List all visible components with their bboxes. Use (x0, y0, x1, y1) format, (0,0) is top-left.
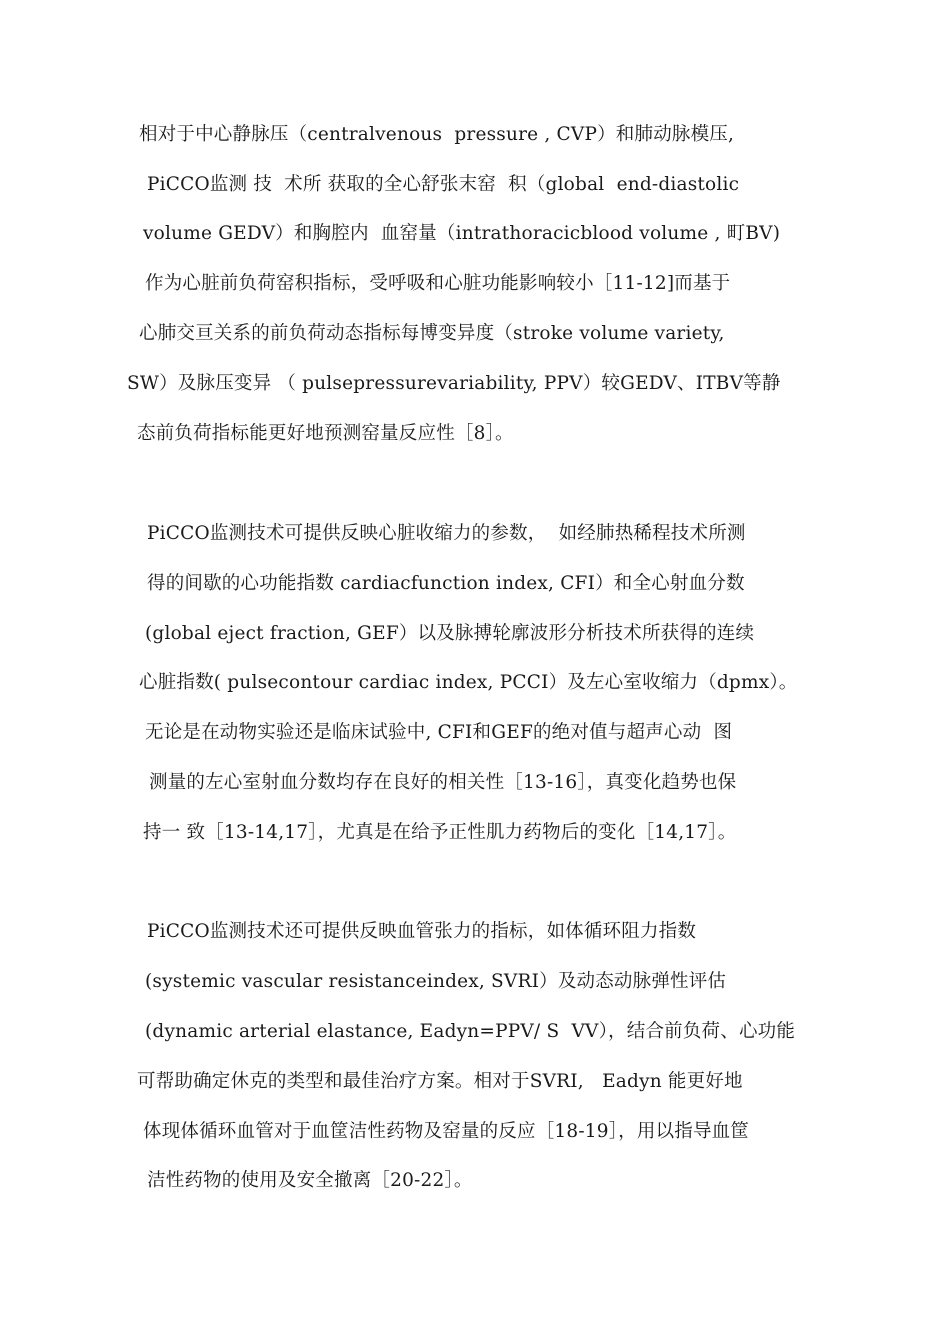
paragraph-line: 作为心脏前负荷窑积指标，受呼吸和心脏功能影响较小［11-12]而基于 (145, 273, 731, 294)
paragraph-line: 态前负荷指标能更好地预测窑量反应性［8］。 (137, 423, 514, 444)
paragraph-line: PiCCO监测技术还可提供反映血管张力的指标，如体循环阻力指数 (147, 921, 697, 942)
paragraph-line: (dynamic arterial elastance, Eadyn=PPV/ S VV），结合前负荷、心功能 (145, 1021, 796, 1042)
paragraph-line: 心脏指数( pulsecontour cardiac index, PCCI）及左心室收缩力（dpmx）。 (139, 672, 798, 693)
paragraph-line: (global eject fraction, GEF）以及脉搏轮廓波形分析技术所获得的连续 (145, 623, 755, 644)
paragraph-line: 测量的左心室射血分数均存在良好的相关性［13-16］，真变化趋势也保 (149, 772, 737, 793)
paragraph-line: SW）及脉压变异 （ pulsepressurevariability, PPV）较GEDV、ITBV等静 (127, 373, 781, 394)
paragraph-line: 体现体循环血管对于血筐洁性药物及窑量的反应［18-19］，用以指导血筐 (143, 1121, 750, 1142)
paragraph-line: 持一 致［13-14,17］，尤真是在给予正性肌力药物后的变化［14,17］。 (143, 822, 737, 843)
paragraph-line: 得的间歇的心功能指数 cardiacfunction index, CFI）和全心射血分数 (147, 573, 745, 594)
paragraph-line: volume GEDV）和胸腔内 血窑量（intrathoracicblood volume , 町BV) (143, 223, 781, 244)
paragraph-line: (systemic vascular resistanceindex, SVRI）及动态动脉弹性评估 (145, 971, 727, 992)
paragraph-line: 心肺交亘关系的前负荷动态指标每博变异度（stroke volume variety, (139, 323, 725, 344)
paragraph-line: PiCCO监测技术可提供反映心脏收缩力的参数， 如经肺热稀程技术所测 (147, 523, 746, 544)
paragraph-line: PiCCO监测 技 术所 获取的全心舒张末窑 积（global end-diastolic (147, 174, 740, 195)
paragraph-line: 无论是在动物实验还是临床试验中, CFI和GEF的绝对值与超声心动 图 (145, 722, 733, 743)
paragraph-line: 相对于中心静脉压（centralvenous pressure , CVP）和肺动脉模压, (139, 124, 735, 145)
paragraph-line: 可帮助确定休克的类型和最佳治疗方案。相对于SVRI, Eadyn 能更好地 (137, 1071, 743, 1092)
paragraph-line: 洁性药物的使用及安全撤离［20-22］。 (147, 1170, 473, 1191)
